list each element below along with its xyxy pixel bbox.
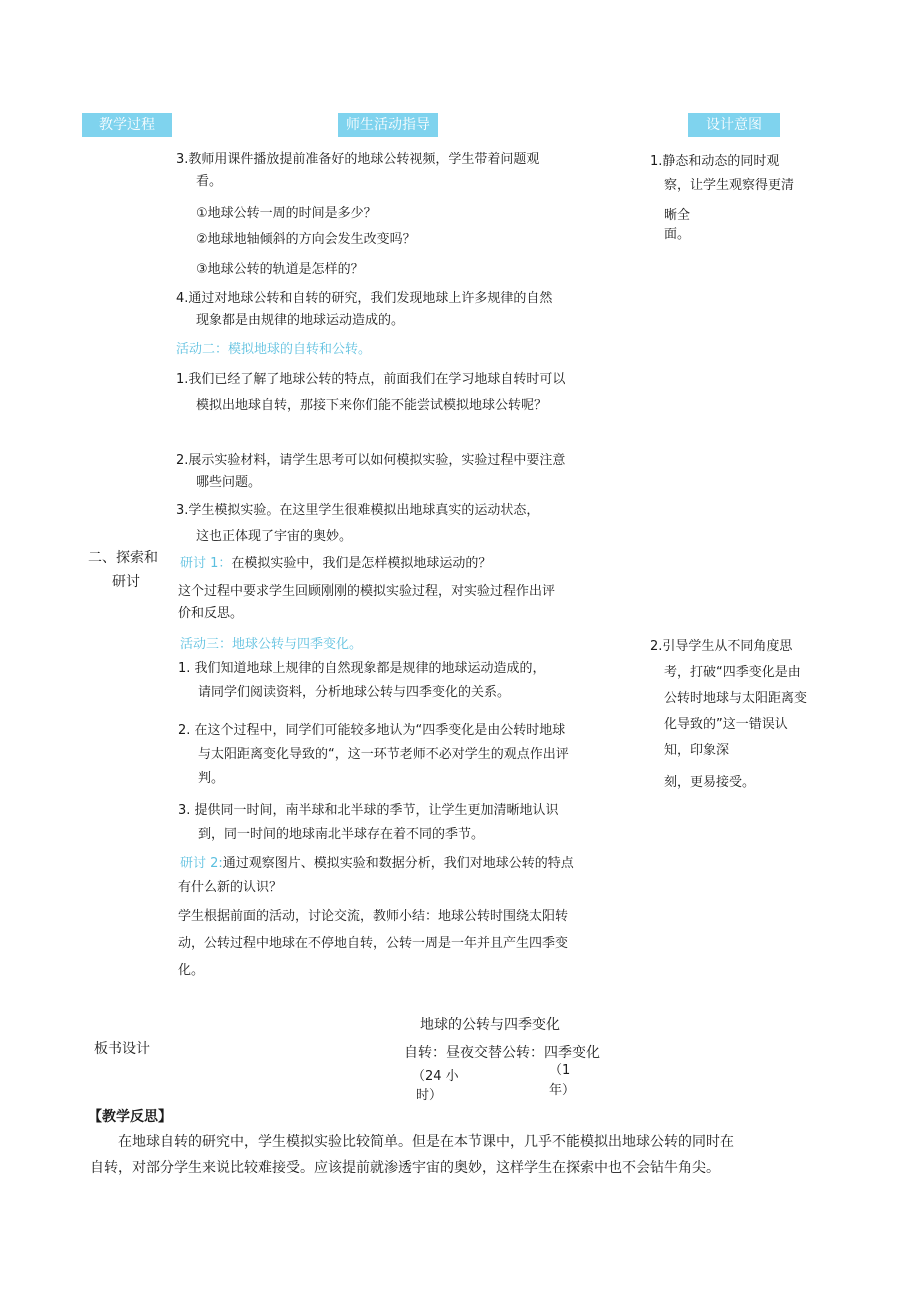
design-2-line3: 公转时地球与太阳距离变	[664, 691, 808, 706]
board-revolution-duration-2: 年）	[549, 1083, 576, 1098]
activity-3-item-2-line2: 与太阳距离变化导致的“，这一环节老师不必对学生的观点作出评	[198, 747, 569, 762]
design-2-line6: 刻，更易接受。	[664, 775, 756, 790]
activity-2-item-1-line2: 模拟出地球自转，那接下来你们能不能尝试模拟地球公转呢？	[196, 398, 548, 413]
section-label-line2: 研讨	[112, 574, 140, 590]
discussion-1-label: 研讨 1：	[180, 556, 232, 571]
discussion-1-text: 在模拟实验中，我们是怎样模拟地球运动的？	[231, 556, 492, 571]
summary-line2: 动，公转过程中地球在不停地自转，公转一周是一年并且产生四季变	[178, 936, 569, 951]
activity-2-item-1-line1: 1.我们已经了解了地球公转的特点，前面我们在学习地球自转时可以	[176, 372, 566, 387]
board-line1: 自转：昼夜交替公转：四季变化	[404, 1045, 600, 1061]
design-1-line4: 面。	[664, 227, 691, 242]
design-2-line1: 2.引导学生从不同角度思	[650, 639, 793, 654]
question-3: ③地球公转的轨道是怎样的？	[196, 262, 364, 277]
design-2-line2: 考，打破“四季变化是由	[664, 665, 801, 680]
discussion-2-text: 通过观察图片、模拟实验和数据分析，我们对地球公转的特点	[222, 856, 574, 871]
item-3-line2: 看。	[196, 174, 223, 189]
activity-3-item-1-line1: 1. 我们知道地球上规律的自然现象都是规律的地球运动造成的，	[178, 661, 546, 676]
section-label-line1: 二、探索和	[88, 550, 158, 566]
design-1-line2: 察，让学生观察得更清	[664, 178, 795, 193]
activity-3-item-1-line2: 请同学们阅读资料，分析地球公转与四季变化的关系。	[198, 685, 511, 700]
header-process: 教学过程	[82, 113, 172, 137]
board-revolution-duration-1: （1	[549, 1063, 571, 1078]
section-label	[88, 546, 158, 594]
activity-2-title: 活动二：模拟地球的自转和公转。	[176, 342, 372, 357]
question-1: ①地球公转一周的时间是多少？	[196, 206, 377, 221]
board-rotation-duration-2: 时）	[416, 1088, 443, 1103]
board-design-label: 板书设计	[94, 1041, 150, 1057]
discussion-2	[180, 853, 574, 875]
discussion-2-label: 研讨 2:	[180, 856, 223, 871]
activity-3-item-3-line1: 3. 提供同一时间，南半球和北半球的季节，让学生更加清晰地认识	[178, 803, 559, 818]
activity-2-item-2-line2: 哪些问题。	[196, 475, 262, 490]
activity-3-item-2-line1: 2. 在这个过程中，同学们可能较多地认为“四季变化是由公转时地球	[178, 723, 566, 738]
activity-2-item-3-line1: 3.学生模拟实验。在这里学生很难模拟出地球真实的运动状态，	[176, 503, 540, 518]
discussion-2-line2: 有什么新的认识？	[178, 880, 283, 895]
design-2-line4: 化导致的”这一错误认	[664, 717, 788, 732]
activity-3-title: 活动三：地球公转与四季变化。	[180, 637, 363, 652]
design-1-line1: 1.静态和动态的同时观	[650, 154, 780, 169]
reflection-line2: 自转，对部分学生来说比较难接受。应该提前就渗透宇宙的奥妙，这样学生在探索中也不会钻牛角尖。	[90, 1160, 720, 1176]
activity-3-item-3-line2: 到，同一时间的地球南北半球存在着不同的季节。	[198, 827, 485, 842]
summary-line1: 学生根据前面的活动，讨论交流，教师小结：地球公转时围绕太阳转	[178, 909, 569, 924]
activity-2-item-3-line2: 这也正体现了宇宙的奥妙。	[196, 529, 353, 544]
summary-line3: 化。	[178, 963, 205, 978]
item-4-line2: 现象都是由规律的地球运动造成的。	[196, 313, 405, 328]
board-title: 地球的公转与四季变化	[420, 1017, 560, 1033]
activity-3-item-2-line3: 判。	[198, 771, 225, 786]
header-teacher-activity: 师生活动指导	[338, 113, 438, 137]
reflection-line1: 在地球自转的研究中，学生模拟实验比较简单。但是在本节课中，几乎不能模拟出地球公转的同时在	[118, 1134, 734, 1150]
board-rotation-duration-1: （24 小	[412, 1069, 459, 1084]
discussion-1-line2: 这个过程中要求学生回顾刚刚的模拟实验过程，对实验过程作出评	[178, 584, 556, 599]
item-4-line1: 4.通过对地球公转和自转的研究，我们发现地球上许多规律的自然	[176, 291, 553, 306]
design-1-line3: 晰全	[664, 208, 691, 223]
question-2: ②地球地轴倾斜的方向会发生改变吗？	[196, 232, 416, 247]
reflection-title: 【教学反思】	[88, 1109, 172, 1125]
activity-2-item-2-line1: 2.展示实验材料，请学生思考可以如何模拟实验，实验过程中要注意	[176, 453, 566, 468]
discussion-1	[180, 553, 491, 575]
item-3-line1: 3.教师用课件播放提前准备好的地球公转视频，学生带着问题观	[176, 152, 540, 167]
design-2-line5: 知，印象深	[664, 743, 730, 758]
discussion-1-line3: 价和反思。	[178, 606, 244, 621]
header-design-intent: 设计意图	[688, 113, 780, 137]
